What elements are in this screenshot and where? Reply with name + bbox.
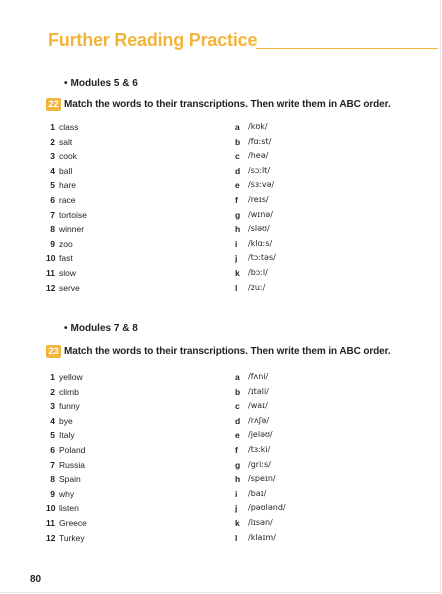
word-text: slow (59, 268, 77, 278)
item-number: 3 (50, 151, 55, 162)
item-letter: d (235, 165, 241, 176)
word-text: Spain (59, 474, 81, 485)
word-text: Italy (59, 430, 75, 441)
item-letter: k (235, 268, 240, 278)
transcription-text: /baɪ/ (248, 488, 267, 498)
item-letter: j (235, 253, 238, 264)
item-number: 7 (50, 209, 55, 220)
transcription-text: /jeləʊ/ (248, 430, 273, 440)
transcription-text: /tɔːtəs/ (248, 253, 276, 263)
item-number: 5 (50, 430, 55, 441)
item-number: 11 (46, 518, 55, 528)
transcription-text: /bɔːl/ (248, 268, 268, 277)
word-text: climb (59, 386, 79, 397)
item-letter: d (235, 415, 241, 426)
item-letter: g (235, 459, 241, 470)
transcription-text: /lɪsən/ (248, 518, 273, 527)
item-letter: f (235, 195, 238, 205)
transcription-text: /klaɪm/ (248, 532, 276, 542)
item-letter: g (235, 209, 241, 220)
item-number: 1 (50, 372, 55, 382)
transcription-text: /pəʊlənd/ (248, 503, 286, 513)
item-letter: a (235, 122, 240, 132)
word-text: salt (59, 136, 73, 147)
transcription-text: /klɑːs/ (248, 238, 273, 248)
transcription-text: /zuː/ (248, 282, 266, 292)
item-letter: e (235, 430, 240, 441)
word-text: cook (59, 151, 77, 162)
item-number: 7 (50, 459, 55, 470)
title-rule (256, 48, 438, 49)
module-heading (64, 323, 138, 334)
word-text: Greece (59, 518, 87, 528)
word-text: class (59, 122, 79, 132)
word-text: tortoise (59, 209, 87, 220)
item-number: 9 (50, 488, 55, 499)
word-text: zoo (59, 238, 73, 249)
word-text: hare (59, 180, 77, 191)
transcription-text: /reɪs/ (248, 195, 269, 204)
transcription-text: /waɪ/ (248, 401, 268, 411)
word-text: ball (59, 165, 73, 176)
item-number: 8 (50, 224, 55, 235)
transcription-text: /sləʊ/ (248, 224, 270, 234)
item-number: 4 (50, 165, 55, 176)
word-text: Russia (59, 459, 85, 470)
transcription-text: /wɪnə/ (248, 209, 273, 219)
item-number: 8 (50, 474, 55, 485)
bullet-icon: • (64, 323, 68, 334)
item-letter: c (235, 401, 240, 412)
transcription-text: /tɜːki/ (248, 445, 271, 454)
item-number: 6 (50, 195, 55, 205)
word-text: winner (59, 224, 85, 235)
item-number: 12 (46, 282, 56, 293)
word-text: why (59, 488, 75, 499)
word-text: bye (59, 415, 73, 426)
exercise-number-badge: 22 (46, 98, 61, 111)
item-number: 5 (50, 180, 55, 191)
transcription-text: /griːs/ (248, 459, 271, 469)
item-number: 4 (50, 415, 55, 426)
word-text: fast (59, 253, 73, 264)
transcription-text: /sɜːvə/ (248, 180, 275, 190)
word-text: race (59, 195, 76, 205)
item-number: 12 (46, 532, 56, 543)
module-label: Modules 7 & 8 (70, 323, 138, 334)
item-number: 1 (50, 122, 55, 132)
word-text: serve (59, 282, 80, 293)
item-number: 2 (50, 136, 55, 147)
item-letter: i (235, 488, 238, 499)
bullet-icon: • (64, 78, 68, 89)
item-letter: l (235, 282, 238, 293)
item-letter: a (235, 372, 240, 382)
transcription-text: /heə/ (248, 151, 269, 161)
word-text: yellow (59, 372, 83, 382)
transcription-text: /fɑːst/ (248, 136, 272, 146)
instruction-text: Match the words to their transcriptions. Then write them in ABC order. (64, 99, 391, 110)
item-letter: h (235, 474, 241, 485)
item-number: 10 (46, 503, 56, 514)
item-number: 9 (50, 238, 55, 249)
item-number: 3 (50, 401, 55, 412)
transcription-text: /fʌni/ (248, 372, 269, 381)
transcription-text: /ɪtəli/ (248, 386, 269, 396)
module-label: Modules 5 & 6 (70, 78, 138, 89)
item-letter: l (235, 532, 238, 543)
item-letter: k (235, 518, 240, 528)
page-header (48, 30, 438, 52)
module-heading (64, 78, 138, 89)
item-letter: i (235, 238, 238, 249)
transcription-text: /rʌʃə/ (248, 415, 270, 425)
word-text: funny (59, 401, 80, 412)
item-letter: j (235, 503, 238, 514)
item-letter: c (235, 151, 240, 162)
exercise-number-badge: 23 (46, 345, 61, 358)
item-letter: f (235, 445, 238, 455)
item-letter: b (235, 136, 241, 147)
word-text: listen (59, 503, 79, 514)
item-number: 10 (46, 253, 56, 264)
transcription-text: /speɪn/ (248, 474, 276, 484)
page-title: Further Reading Practice (48, 30, 258, 50)
item-number: 6 (50, 445, 55, 455)
item-letter: e (235, 180, 240, 191)
item-letter: b (235, 386, 241, 397)
word-text: Turkey (59, 532, 85, 543)
page-number: 80 (30, 574, 42, 585)
item-number: 11 (46, 268, 55, 278)
instruction-text: Match the words to their transcriptions. Then write them in ABC order. (64, 346, 391, 357)
transcription-text: /sɔːlt/ (248, 165, 271, 175)
transcription-text: /kʊk/ (248, 122, 268, 131)
word-text: Poland (59, 445, 86, 455)
item-letter: h (235, 224, 241, 235)
item-number: 2 (50, 386, 55, 397)
exercise-instruction (46, 345, 391, 358)
exercise-instruction (46, 98, 391, 111)
